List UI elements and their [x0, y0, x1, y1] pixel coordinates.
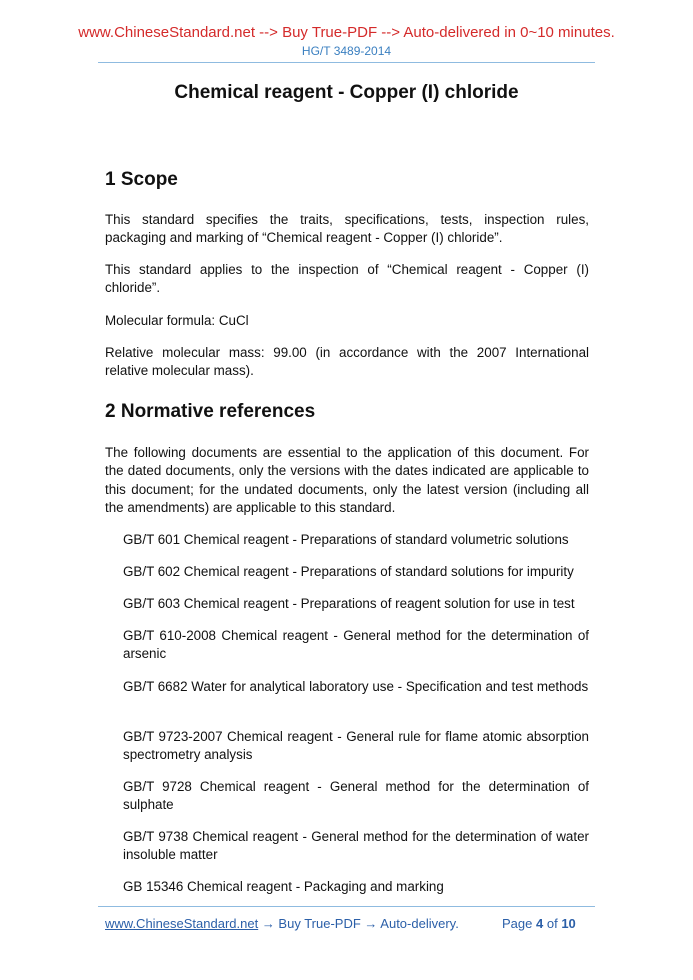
footer-link[interactable]: www.ChineseStandard.net [105, 916, 259, 931]
paragraph: This standard applies to the inspection of “Chemical reagent - Copper (I) chloride”. [105, 262, 589, 296]
paragraph: The following documents are essential to the application of this document. For the dated documents, only the versions with the dates indicated are applicable to this document; for the undated documents, only the latest version (including all the amendments) are applicable to this standard. [105, 445, 589, 515]
footer-divider [98, 906, 595, 907]
paragraph: Molecular formula: CuCl [105, 313, 249, 328]
reference-item: GB 15346 Chemical reagent - Packaging and marking [123, 879, 444, 894]
reference-item: GB/T 9728 Chemical reagent - General method for the determination of sulphate [123, 779, 589, 813]
reference-item: GB/T 602 Chemical reagent - Preparations of standard solutions for impurity [123, 564, 574, 579]
header-divider [98, 62, 595, 63]
reference-item: GB/T 610-2008 Chemical reagent - General method for the determination of arsenic [123, 628, 589, 662]
section-heading-scope: 1 Scope [105, 169, 178, 190]
page-total: 10 [561, 916, 576, 931]
reference-item: GB/T 9738 Chemical reagent - General method for the determination of water insoluble matter [123, 829, 589, 863]
of-label: of [546, 916, 558, 931]
promo-banner[interactable]: www.ChineseStandard.net --> Buy True-PDF --> Auto-delivered in 0~10 minutes. [78, 24, 615, 41]
standard-code: HG/T 3489-2014 [301, 44, 392, 58]
reference-item: GB/T 601 Chemical reagent - Preparations of standard volumetric solutions [123, 532, 569, 547]
reference-item: GB/T 9723-2007 Chemical reagent - General rule for flame atomic absorption spectrometry analysis [123, 729, 589, 763]
page-indicator [502, 916, 576, 931]
section-heading-normative-references: 2 Normative references [105, 401, 316, 422]
reference-item: GB/T 603 Chemical reagent - Preparations of reagent solution for use in test [123, 596, 575, 611]
document-title: Chemical reagent - Copper (I) chloride [174, 82, 519, 103]
paragraph: This standard specifies the traits, specifications, tests, inspection rules, packaging and marking of “Chemical reagent - Copper (I) chloride”. [105, 212, 589, 246]
page-number: 4 [536, 916, 544, 931]
footer-promo [105, 916, 459, 931]
page-label: Page [502, 916, 533, 931]
reference-item: GB/T 6682 Water for analytical laboratory use - Specification and test methods [123, 679, 589, 694]
paragraph: Relative molecular mass: 99.00 (in accordance with the 2007 International relative molecular mass). [105, 345, 589, 379]
footer-text: → Buy True-PDF → Auto-delivery. [258, 916, 459, 931]
